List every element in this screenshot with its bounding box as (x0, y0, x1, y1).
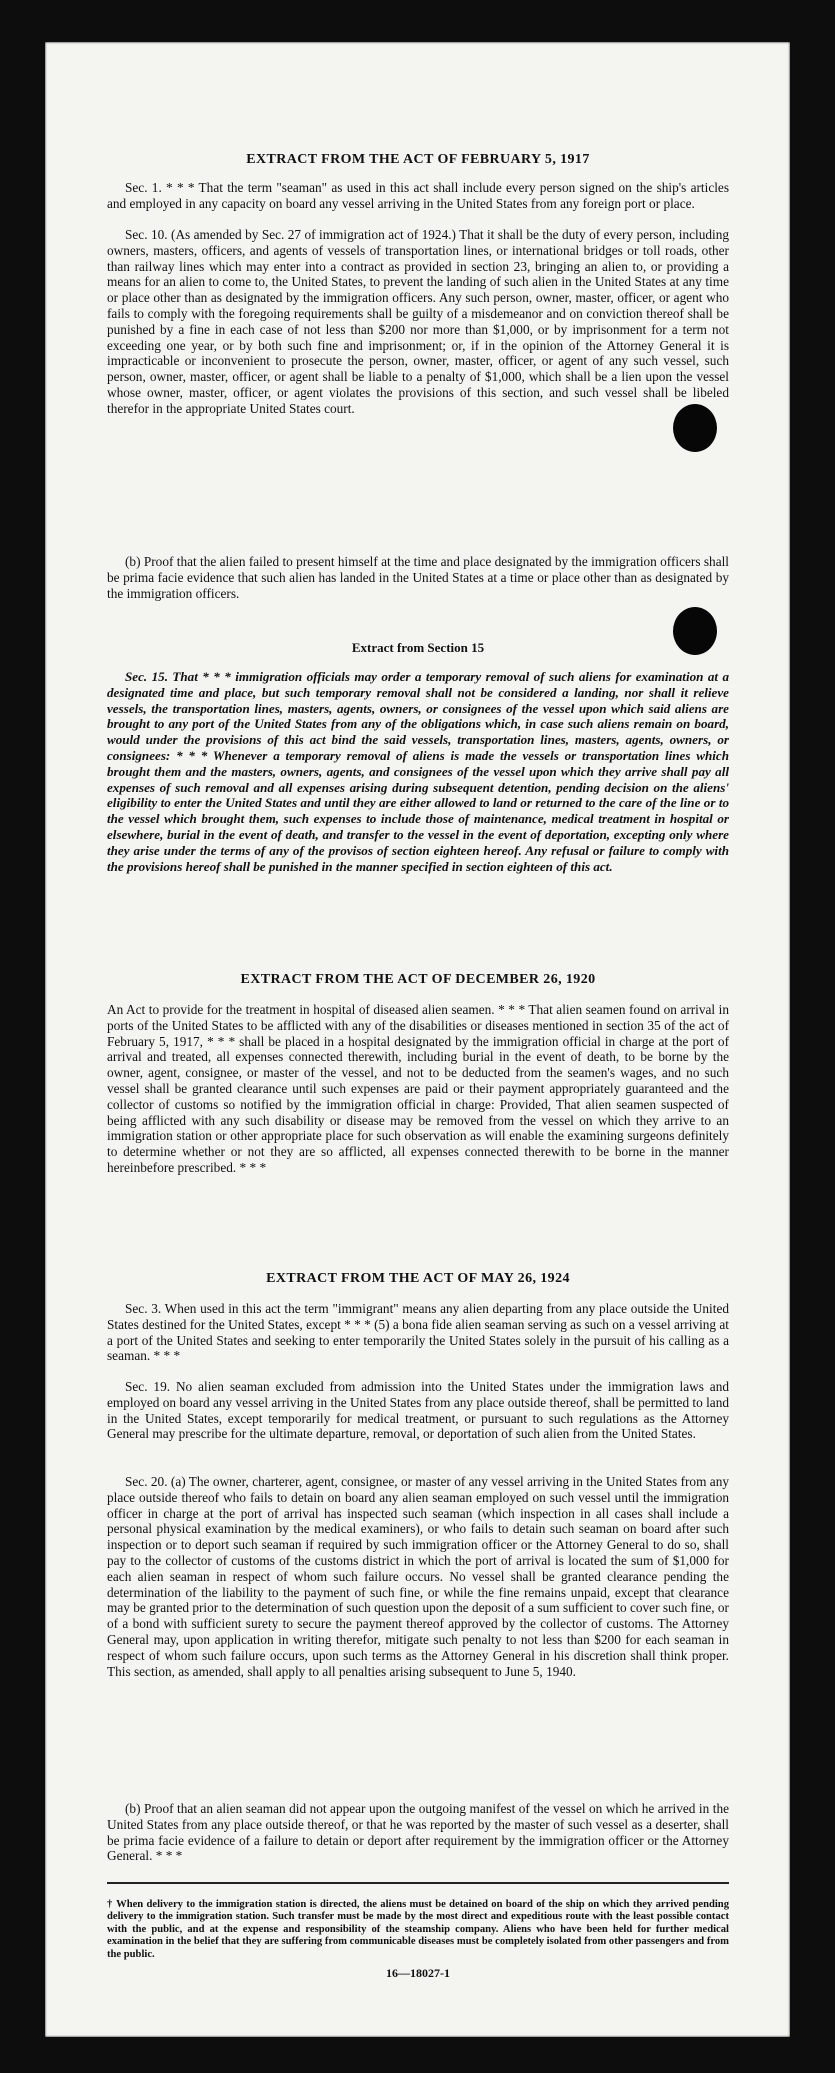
heading-act-december-1920: EXTRACT FROM THE ACT OF DECEMBER 26, 1920 (240, 972, 596, 987)
paragraph-section-19: Sec. 19. No alien seaman excluded from admission into the United States under the immigration laws and employed on board any vessel arriving in the United States from any place outside thereof, shall be permitted to land in the United States, except temporarily for medical treatment, or pursuant to such regulations as the Attorney General may prescribe for the ultimate departure, removal, or deportation of such alien from the United States. (107, 1379, 729, 1442)
punch-hole (673, 404, 717, 452)
paragraph-section-20a: Sec. 20. (a) The owner, charterer, agent, consignee, or master of any vessel arriving in the United States from any place outside thereof who fails to detain on board any alien seaman employed on such vessel until the immigration officer in charge at the port of arrival has inspected such seaman (which inspection in all cases shall include a personal physical examination by the medical examiners), or who fails to detain such seaman on board after such inspection or to deport such seaman if required by such immigration officer or the Attorney General to do so, shall pay to the collector of customs of the customs district in which the port of arrival is located the sum of $1,000 for each alien seaman in respect of whom such failure occurs. No vessel shall be granted clearance pending the determination of the liability to the payment of such fine, or while the fine remains unpaid, except that clearance may be granted prior to the determination of such question upon the deposit of a sum sufficient to cover such fine, or of a bond with sufficient surety to secure the payment thereof approved by the collector of customs. The Attorney General may, upon application in writing therefor, mitigate such penalty to not less than $200 for each seaman in respect of whom such failure occurs, upon such terms as the Attorney General in his discretion shall think proper. This section, as amended, shall apply to all penalties arising subsequent to June 5, 1940. (107, 1474, 729, 1679)
heading-section-15: Extract from Section 15 (351, 640, 485, 655)
heading-act-february-1917: EXTRACT FROM THE ACT OF FEBRUARY 5, 1917 (246, 152, 590, 167)
punch-hole (673, 607, 717, 655)
paragraph-section-1: Sec. 1. * * * That the term "seaman" as used in this act shall include every person signed on the ship's articles and employed in any capacity on board any vessel arriving in the United States from any foreign port or place. (107, 180, 729, 211)
form-code: 16—18027-1 (386, 1966, 450, 1980)
footnote: † When delivery to the immigration station is directed, the aliens must be detained on board of the ship on which they arrived pending delivery to the immigration station. Such transfer must be made by the most direct and expeditious route with the least possible contact with the public, and at the expense and responsibility of the steamship company. Aliens who have been held for further medical examination in the belief that they are suffering from communicable diseases must be completely isolated from other passengers and from the public. (107, 1898, 729, 1960)
paragraph-section-20b: (b) Proof that an alien seaman did not appear upon the outgoing manifest of the vessel on which he arrived in the United States from any place outside thereof, or that he was reported by the master of such vessel as a deserter, shall be prima facie evidence of a failure to detain or deport after requirement by the immigration officer or the Attorney General. * * * (107, 1801, 729, 1864)
document-page (45, 42, 790, 2037)
heading-act-may-1924: EXTRACT FROM THE ACT OF MAY 26, 1924 (266, 1271, 570, 1286)
footnote-divider (107, 1882, 729, 1884)
paragraph-act-december-1920: An Act to provide for the treatment in hospital of diseased alien seamen. * * * That alien seamen found on arrival in ports of the United States to be afflicted with any of the disabilities or diseases mentioned in section 35 of the act of February 5, 1917, * * * shall be placed in a hospital designated by the immigration official in charge at the port of arrival and treated, all expenses connected therewith, including burial in the event of death, to be borne by the owner, agent, consignee, or master of the vessel, and not to be deducted from the seamen's wages, and no such vessel shall be granted clearance until such expenses are paid or their payment appropriately guaranteed and the collector of customs so notified by the immigration official in charge: Provided, That alien seamen suspected of being afflicted with any such disability or disease may be removed from the vessel on which they arrive to an immigration station or other appropriate place for such observation as will enable the examining surgeons definitely to determine whether or not they are so afflicted, all expenses connected therewith to be borne in the manner hereinbefore prescribed. * * * (107, 1002, 729, 1175)
paragraph-section-10b: (b) Proof that the alien failed to present himself at the time and place designated by the immigration officers shall be prima facie evidence that such alien has landed in the United States at a time or place other than as designated by the immigration officers. (107, 554, 729, 601)
paragraph-section-10: Sec. 10. (As amended by Sec. 27 of immigration act of 1924.) That it shall be the duty of every person, including owners, masters, officers, and agents of vessels of transportation lines, or international bridges or toll roads, other than railway lines which may enter into a contract as provided in section 23, bringing an alien to, or providing a means for an alien to come to, the United States, to prevent the landing of such alien in the United States at any time or place other than as designated by the immigration officers. Any such person, owner, master, officer, or agent who fails to comply with the foregoing requirements shall be guilty of a misdemeanor and on conviction thereof shall be punished by a fine in each case of not less than $200 nor more than $1,000, or by imprisonment for a term not exceeding one year, or by both such fine and imprisonment; or, if in the opinion of the Attorney General it is impracticable or inconvenient to prosecute the person, owner, master, officer, or agent of any such vessel, such person, owner, master, officer, or agent shall be liable to a penalty of $1,000, which shall be a lien upon the vessel whose owner, master, officer, or agent violates the provisions of this section, and such vessel shall be libeled therefor in the appropriate United States court. (107, 227, 729, 416)
paragraph-section-15: Sec. 15. That * * * immigration officials may order a temporary removal of such aliens for examination at a designated time and place, but such temporary removal shall not be considered a landing, nor shall it relieve vessels, the transportation lines, masters, agents, owners, or consignees of the vessel upon which said aliens are brought to any port of the United States from any of the obligations which, in case such aliens remain on board, would under the provisions of this act bind the said vessels, transportation lines, masters, agents, owners, or consignees: * * * Whenever a temporary removal of aliens is made the vessels or transportation lines which brought them and the masters, owners, agents, and consignees of the vessel upon which they arrive shall pay all expenses of such removal and all expenses arising during subsequent detention, pending decision on the aliens' eligibility to enter the United States and until they are either allowed to land or returned to the care of the line or to the vessel which brought them, such expenses to include those of maintenance, medical treatment in hospital or elsewhere, burial in the event of death, and transfer to the vessel in the event of deportation, excepting only where they arise under the terms of any of the provisos of section eighteen hereof. Any refusal or failure to comply with the provisions hereof shall be punished in the manner specified in section eighteen of this act. (107, 669, 729, 874)
paragraph-section-3: Sec. 3. When used in this act the term "immigrant" means any alien departing from any place outside the United States destined for the United States, except * * * (5) a bona fide alien seaman serving as such on a vessel arriving at a port of the United States and seeking to enter temporarily the United States solely in the pursuit of his calling as a seaman. * * * (107, 1301, 729, 1364)
